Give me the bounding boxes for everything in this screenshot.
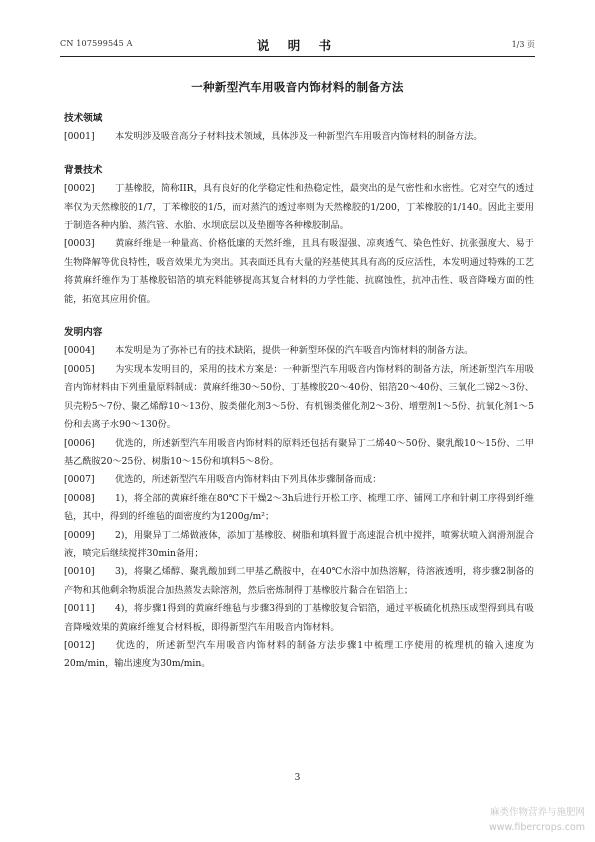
header-divider bbox=[60, 56, 535, 57]
paragraph-text: 优选的，所述新型汽车用吸音内饰材料的原料还包括有聚异丁二烯40～50份、聚乳酸10～15份、二甲基乙酰胺20～25份、树脂10～15份和填料5～8份。 bbox=[64, 437, 534, 467]
paragraph bbox=[64, 342, 534, 360]
paragraph bbox=[64, 180, 534, 235]
watermark-url: www.fibercrops.com bbox=[488, 822, 585, 833]
paragraph bbox=[64, 235, 534, 309]
paragraph bbox=[64, 128, 534, 146]
paragraph bbox=[64, 527, 534, 564]
paragraph-number: [0002] bbox=[64, 183, 95, 195]
paragraph-number: [0001] bbox=[64, 131, 95, 143]
section-heading-invention: 发明内容 bbox=[64, 327, 103, 339]
paragraph bbox=[64, 361, 534, 435]
paragraph-text: 本发明是为了弥补已有的技术缺陷，提供一种新型环保的汽车吸音内饰材料的制备方法。 bbox=[115, 345, 474, 357]
paragraph bbox=[64, 674, 534, 692]
paragraph-text: 黄麻纤维是一种量高、价格低廉的天然纤维，且具有吸湿强、凉爽透气、染色性好、抗张强度大、易于生物降解等优良特性，吸音效果尤为突出。其表面还具有大量的羟基使其具有高的反应活性，本发明通过特殊的工艺将黄麻纤维作为丁基橡胶铝箔的填充料能够提高其复合材料的力学性能、抗腐蚀性，抗冲击性、吸音降噪方面的性能，拓宽其应用价值。 bbox=[64, 238, 534, 305]
paragraph-text: 优选的，所述新型汽车用吸音内饰材料的制备方法步骤1中梳理工序使用的梳理机的输入速度为20m/min，输出速度为30m/min。 bbox=[64, 639, 534, 670]
section-spacer bbox=[64, 309, 534, 324]
document-title: 一种新型汽车用吸音内饰材料的制备方法 bbox=[191, 80, 404, 94]
paragraph-number: [0006] bbox=[64, 437, 95, 449]
paragraph-number: [0008] bbox=[64, 492, 95, 504]
paragraph bbox=[64, 600, 534, 637]
section-spacer bbox=[64, 147, 534, 162]
publication-number: CN 107599545 A bbox=[60, 39, 133, 48]
paragraph-text: 本发明涉及吸音高分子材料技术领域，具体涉及一种新型汽车用吸音内饰材料的制备方法。 bbox=[115, 131, 483, 143]
paragraph-text: 4)，将步骤1得到的黄麻纤维毡与步骤3得到的丁基橡胶复合铝箔，通过平板硫化机热压成型得到具有吸音降噪效果的黄麻纤维复合材料板，即得新型汽车用吸音内饰材料。 bbox=[64, 603, 534, 633]
site-watermark bbox=[489, 805, 585, 835]
paragraph bbox=[64, 471, 534, 489]
paragraph-number: [0005] bbox=[64, 363, 95, 375]
paragraph-text: 1)，将全部的黄麻纤维在80℃下干燥2～3h后进行开松工序、梳理工序、铺网工序和针刺工序得到纤维毡，其中，得到的纤维毡的面密度约为1200g/m²； bbox=[64, 492, 534, 523]
paragraph-text: 优选的，所述新型汽车用吸音内饰材料由下列具体步骤制备而成： bbox=[115, 474, 382, 486]
document-type-heading: 说 明 书 bbox=[256, 38, 339, 53]
paragraph-text: 丁基橡胶，简称IIR，具有良好的化学稳定性和热稳定性，最突出的是气密性和水密性。它对空气的透过率仅为天然橡胶的1/7，丁苯橡胶的1/5，而对蒸汽的透过率则为天然橡胶的1/200，丁苯橡胶的1/140。因此主要用于制造各种内胎、蒸汽管、水胎、水坝底层以及垫圈等各种橡胶制品。 bbox=[64, 183, 534, 232]
paragraph-text: 3)，将聚乙烯醇、聚乳酸加到二甲基乙酰胺中，在40℃水浴中加热溶解，待溶液透明，将步骤2制备的产物和其他剩余物质混合加热蒸发去除溶剂，然后密炼制得丁基橡胶片黏合在铝箔上； bbox=[64, 566, 534, 596]
paragraph bbox=[64, 435, 534, 472]
paragraph bbox=[64, 692, 534, 710]
section-heading-background: 背景技术 bbox=[64, 164, 103, 176]
paragraph-number: [0004] bbox=[64, 345, 95, 357]
paragraph-text: 2)，用聚异丁二烯做液体，添加丁基橡胶、树脂和填料置于高速混合机中搅拌，喷雾状喷入润滑剂混合液，喷完后继续搅拌30min备用； bbox=[64, 529, 534, 559]
paragraph-number: [0010] bbox=[64, 566, 95, 578]
section-heading-tech-field: 技术领域 bbox=[64, 113, 103, 124]
page-indicator: 1/3 页 bbox=[511, 40, 535, 49]
paragraph-number: [0011] bbox=[64, 603, 95, 615]
paragraph bbox=[64, 637, 534, 674]
paragraph-number: [0012] bbox=[64, 639, 95, 651]
paragraph bbox=[64, 563, 534, 600]
page-number: 3 bbox=[294, 773, 301, 783]
paragraph-number: [0009] bbox=[64, 529, 95, 541]
paragraph bbox=[64, 490, 534, 527]
paragraph-number: [0003] bbox=[64, 238, 95, 250]
document-body bbox=[64, 110, 534, 711]
paragraph-number: [0007] bbox=[64, 474, 95, 486]
watermark-site-name: 麻类作物营养与施肥网 bbox=[489, 807, 585, 818]
page-header bbox=[60, 36, 535, 54]
paragraph-text: 为实现本发明目的，采用的技术方案是：一种新型汽车用吸音内饰材料的制备方法，所述新型汽车用吸音内饰材料由下列重量原料制成：黄麻纤维30～50份、丁基橡胶20～40份、铝箔20～40份、三氧化二锑2～3份、贝壳粉5～7份、聚乙烯醇10～13份、胺类催化剂3～5份、有机锡类催化剂2～3份、增塑剂1～5份、抗氧化剂1～5份和去离子水90～130份。 bbox=[64, 363, 534, 431]
